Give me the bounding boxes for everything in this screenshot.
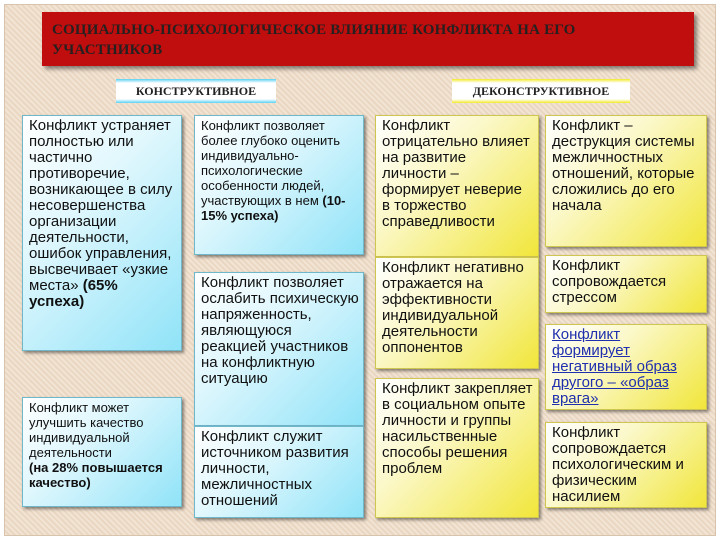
destructive-box-7 (545, 422, 707, 508)
box-text: Конфликт сопровождается стрессом (552, 257, 667, 306)
destructive-box-4 (545, 115, 707, 247)
destructive-box-2 (375, 257, 539, 369)
destructive-box-1 (375, 115, 539, 257)
box-text: Конфликт может улучшить качество индивидуальной деятельности (29, 400, 144, 460)
destructive-header: ДЕКОНСТРУКТИВНОЕ (452, 79, 630, 103)
slide-title: СОЦИАЛЬНО-ПСИХОЛОГИЧЕСКОЕ ВЛИЯНИЕ КОНФЛИКТА НА ЕГО УЧАСТНИКОВ (52, 22, 576, 58)
constructive-box-3 (194, 115, 364, 255)
box-highlight: (на 28% повышается качество) (29, 460, 163, 490)
box-text: Конфликт устраняет полностью или частично противоречие, возникающее в силу несовершенства организации деятельности, ошибок управления, высвечивает «узкие места» (29, 117, 173, 294)
box-text: Конфликт служит источником развития личности, межличностных отношений (201, 428, 349, 509)
constructive-box-4 (194, 272, 364, 426)
box-text: Конфликт закрепляет в социальном опыте личности и группы насильственные способы решения проблем (382, 380, 533, 477)
box-text: Конфликт формирует негативный образ другого – «образ врага» (552, 326, 677, 407)
constructive-box-5 (194, 426, 364, 518)
box-text: Конфликт позволяет более глубоко оценить индивидуально-психологические особенности людей, участвующих в нем (201, 118, 341, 208)
constructive-box-2 (22, 397, 182, 507)
destructive-box-3 (375, 378, 539, 518)
box-text: Конфликт сопровождается психологическим и физическим насилием (552, 424, 684, 505)
constructive-header: КОНСТРУКТИВНОЕ (116, 79, 276, 103)
box-text: Конфликт отрицательно влияет на развитие личности – формирует неверие в торжество справедливости (382, 117, 530, 230)
destructive-box-6 (545, 324, 707, 410)
box-text: Конфликт негативно отражается на эффективности индивидуальной деятельности оппонентов (382, 259, 524, 356)
destructive-box-5 (545, 255, 707, 313)
box-text: Конфликт позволяет ослабить психическую напряженность, являющуюся реакцией участников на конфликтную ситуацию (201, 274, 359, 387)
constructive-box-1 (22, 115, 182, 351)
title-bar (42, 12, 694, 66)
box-text: Конфликт – деструкция системы межличностных отношений, которые сложились до его начала (552, 117, 695, 214)
box-highlight: (65% успеха) (29, 277, 118, 310)
box-highlight: (10-15% успеха) (201, 193, 346, 223)
